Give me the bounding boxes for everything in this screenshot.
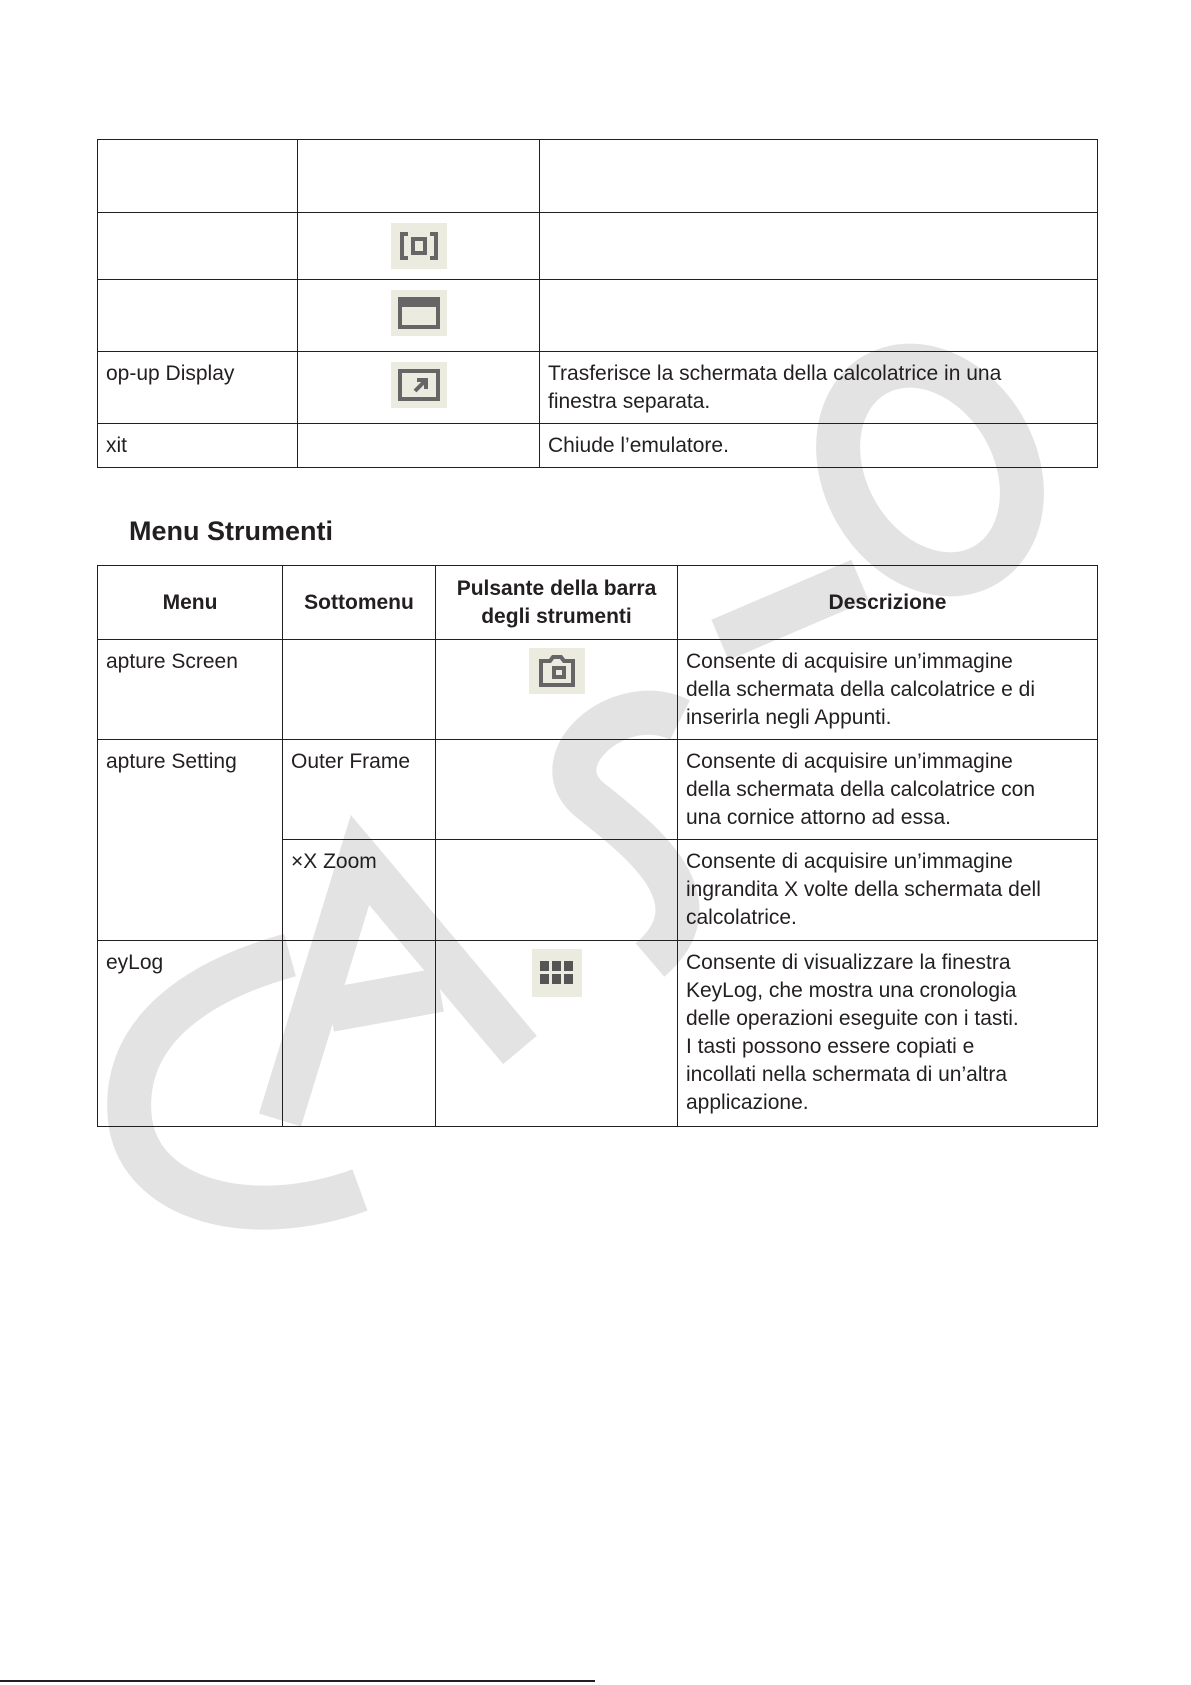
icon-cell (436, 840, 678, 941)
icon-cell (298, 140, 540, 213)
camera-icon (529, 648, 585, 694)
table-row (98, 280, 1098, 352)
menu-cell (98, 280, 298, 352)
menu-cell: op-up Display (98, 352, 298, 424)
menu-cell (98, 140, 298, 213)
icon-cell (436, 640, 678, 740)
table-row (98, 941, 1098, 1127)
desc-cell: Chiude l’emulatore. (540, 424, 1098, 468)
col-header-toolbar-button: Pulsante della barra degli strumenti (436, 566, 678, 640)
menu-cell: eyLog (98, 941, 283, 1127)
desc-cell: Consente di acquisire un’immagine della schermata della calcolatrice e di inserirla negli Appunti. (678, 640, 1098, 740)
table-row (98, 640, 1098, 740)
icon-cell (298, 352, 540, 424)
popup-display-icon (391, 362, 447, 408)
desc-cell: Consente di acquisire un’immagine della schermata della calcolatrice con una cornice attorno ad essa. (678, 740, 1098, 840)
table-row (98, 140, 1098, 213)
table-row (98, 740, 1098, 840)
col-header-submenu: Sottomenu (283, 566, 436, 640)
desc-cell: Consente di visualizzare la finestra KeyLog, che mostra una cronologia delle operazioni eseguite con i tasti. I tasti possono essere copiati e incollati nella schermata di un’altra applicazione. (678, 941, 1098, 1127)
icon-cell (436, 941, 678, 1127)
table-row (98, 352, 1098, 424)
col-header-description: Descrizione (678, 566, 1098, 640)
fit-screen-icon (391, 223, 447, 269)
menu-cell (98, 213, 298, 280)
desc-cell (540, 213, 1098, 280)
icon-cell (298, 213, 540, 280)
menu-cell: xit (98, 424, 298, 468)
desc-cell: Trasferisce la schermata della calcolatrice in una finestra separata. (540, 352, 1098, 424)
table-row (98, 213, 1098, 280)
keylog-grid-icon (532, 949, 582, 997)
col-header-menu: Menu (98, 566, 283, 640)
desc-cell (540, 280, 1098, 352)
menu-cell: apture Setting (98, 740, 283, 941)
section-title: Menu Strumenti (129, 516, 334, 546)
submenu-cell: ×X Zoom (283, 840, 436, 941)
desc-cell (540, 140, 1098, 213)
submenu-cell (283, 640, 436, 740)
icon-cell (436, 740, 678, 840)
menu-cell: apture Screen (98, 640, 283, 740)
table-row (98, 424, 1098, 468)
desc-cell: Consente di acquisire un’immagine ingrandita X volte della schermata dell calcolatrice. (678, 840, 1098, 941)
icon-cell (298, 424, 540, 468)
tools-table (97, 565, 1098, 1127)
window-icon (391, 290, 447, 336)
icon-cell (298, 280, 540, 352)
submenu-cell (283, 941, 436, 1127)
footer-rule (0, 1680, 595, 1682)
top-table (97, 139, 1098, 468)
header-row (98, 566, 1098, 640)
submenu-cell: Outer Frame (283, 740, 436, 840)
